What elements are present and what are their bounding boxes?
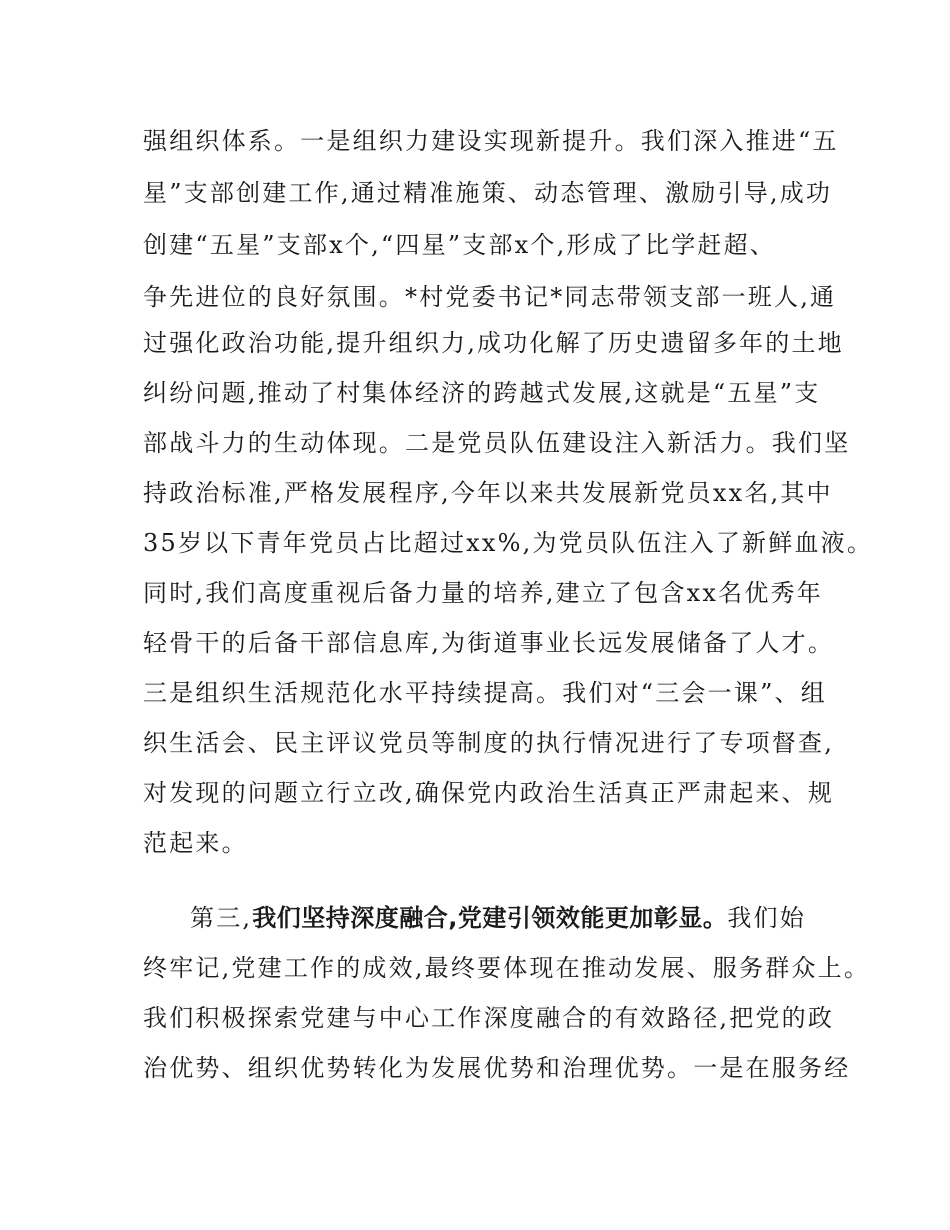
paragraph-line: 我们积极探索党建与中心工作深度融合的有效路径,把党的政 xyxy=(143,1004,835,1032)
paragraph-line: 织生活会、民主评议党员等制度的执行情况进行了专项督查, xyxy=(143,729,835,757)
paragraph-first-line xyxy=(190,903,806,933)
paragraph-text: 我们始 xyxy=(727,904,806,932)
paragraph-line: 部战斗力的生动体现。二是党员队伍建设注入新活力。我们坚 xyxy=(143,429,851,457)
section-number: 第三, xyxy=(190,904,253,932)
paragraph-line: 同时,我们高度重视后备力量的培养,建立了包含xx名优秀年 xyxy=(143,579,823,607)
section-heading: 我们坚持深度融合,党建引领效能更加彰显。 xyxy=(252,904,728,932)
paragraph-line: 终牢记,党建工作的成效,最终要体现在推动发展、服务群众上。 xyxy=(143,954,871,982)
paragraph-line: 三是组织生活规范化水平持续提高。我们对“三会一课”、组 xyxy=(143,679,827,707)
paragraph-line: 轻骨干的后备干部信息库,为街道事业长远发展储备了人才。 xyxy=(143,629,835,657)
paragraph-line: 35岁以下青年党员占比超过xx%,为党员队伍注入了新鲜血液。 xyxy=(143,529,874,557)
paragraph-line: 纠纷问题,推动了村集体经济的跨越式发展,这就是“五星”支 xyxy=(143,379,821,407)
paragraph-line: 持政治标准,严格发展程序,今年以来共发展新党员xx名,其中 xyxy=(143,479,833,507)
paragraph-line: 过强化政治功能,提升组织力,成功化解了历史遗留多年的土地 xyxy=(143,329,844,357)
paragraph-line: 治优势、组织优势转化为发展优势和治理优势。一是在服务经 xyxy=(143,1054,851,1082)
paragraph-line: 对发现的问题立行立改,确保党内政治生活真正严肃起来、规 xyxy=(143,779,835,807)
paragraph-line: 范起来。 xyxy=(143,829,248,857)
paragraph-line: 创建“五星”支部x个,“四星”支部x个,形成了比学赶超、 xyxy=(143,231,777,259)
paragraph-line: 强组织体系。一是组织力建设实现新提升。我们深入推进“五 xyxy=(143,127,839,155)
paragraph-line: 星”支部创建工作,通过精准施策、动态管理、激励引导,成功 xyxy=(143,179,833,207)
paragraph-line: 争先进位的良好氛围。*村党委书记*同志带领支部一班人,通 xyxy=(143,283,837,311)
